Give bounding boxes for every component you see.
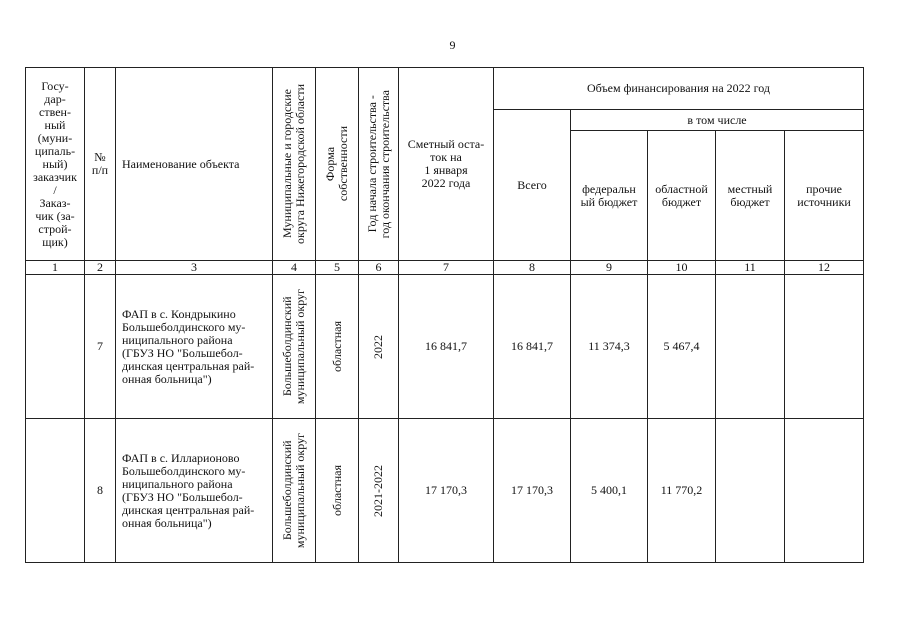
- header-including: в том числе: [571, 110, 864, 131]
- header-ownership-cell: [316, 68, 359, 261]
- header-municipality-cell: [273, 68, 316, 261]
- table-row: [26, 419, 864, 563]
- row-municipality: Большеболдинский муниципальный округ: [280, 288, 307, 405]
- row-regional: 5 467,4: [648, 275, 716, 419]
- header-federal: федеральн ый бюджет: [571, 131, 648, 261]
- page-number: 9: [449, 38, 456, 52]
- row-other: [785, 275, 864, 419]
- column-number-row: [26, 261, 864, 275]
- column-number: 3: [116, 261, 273, 275]
- row-years: 2022: [371, 334, 385, 359]
- row-local: [716, 275, 785, 419]
- column-number: 7: [399, 261, 494, 275]
- header-regional: областной бюджет: [648, 131, 716, 261]
- row-number: 8: [85, 419, 116, 563]
- column-number: 1: [26, 261, 85, 275]
- row-municipality-cell: [273, 419, 316, 563]
- header-years-cell: [359, 68, 399, 261]
- row-object-name: ФАП в с. Кондрыкино Большеболдинского му- ниципального района (ГБУЗ НО "Большебол- динская центральная рай- онная больница"): [122, 306, 255, 386]
- row-total: 17 170,3: [494, 419, 571, 563]
- row-other: [785, 419, 864, 563]
- row-ownership: областная: [329, 321, 344, 372]
- header-object-name: Наименование объекта: [116, 68, 273, 261]
- row-object-name-cell: [116, 275, 273, 419]
- header-years: Год начала строительства - год окончания строительства: [364, 89, 392, 239]
- row-customer: [26, 419, 85, 563]
- row-years: 2021-2022: [371, 464, 385, 517]
- row-federal: 5 400,1: [571, 419, 648, 563]
- row-estimate-balance: 16 841,7: [399, 275, 494, 419]
- column-number: 10: [648, 261, 716, 275]
- header-other: прочие источники: [785, 131, 864, 261]
- header-local: местный бюджет: [716, 131, 785, 261]
- row-municipality-cell: [273, 275, 316, 419]
- header-estimate-balance: Сметный оста- ток на 1 января 2022 года: [399, 68, 494, 261]
- column-number: 8: [494, 261, 571, 275]
- row-ownership: областная: [329, 465, 344, 516]
- row-federal: 11 374,3: [571, 275, 648, 419]
- row-years-cell: [359, 419, 399, 563]
- header-customer: Госу- дар- ствен- ный (муни- ципаль- ный) заказчик / Заказ- чик (за- строй- щик): [26, 68, 85, 261]
- header-number: № п/п: [85, 68, 116, 261]
- row-estimate-balance: 17 170,3: [399, 419, 494, 563]
- table-row: [26, 275, 864, 419]
- column-number: 6: [359, 261, 399, 275]
- row-total: 16 841,7: [494, 275, 571, 419]
- header-total: Всего: [494, 110, 571, 261]
- row-ownership-cell: [316, 275, 359, 419]
- row-object-name-cell: [116, 419, 273, 563]
- row-years-cell: [359, 275, 399, 419]
- header-municipality: Муниципальные и городские округа Нижегородской области: [280, 84, 307, 244]
- column-number: 5: [316, 261, 359, 275]
- row-ownership-cell: [316, 419, 359, 563]
- header-ownership: Форма собственности: [323, 126, 350, 202]
- financing-table: [25, 67, 864, 563]
- row-local: [716, 419, 785, 563]
- row-customer: [26, 275, 85, 419]
- column-number: 12: [785, 261, 864, 275]
- column-number: 11: [716, 261, 785, 275]
- column-number: 2: [85, 261, 116, 275]
- row-municipality: Большеболдинский муниципальный округ: [280, 432, 307, 549]
- column-number: 9: [571, 261, 648, 275]
- row-regional: 11 770,2: [648, 419, 716, 563]
- row-number: 7: [85, 275, 116, 419]
- header-financing-title: Объем финансирования на 2022 год: [494, 68, 864, 110]
- row-object-name: ФАП в с. Илларионово Большеболдинского му- ниципального района (ГБУЗ НО "Большебол- динская центральная рай- онная больница"): [122, 450, 255, 530]
- column-number: 4: [273, 261, 316, 275]
- header-row-1: [26, 68, 864, 110]
